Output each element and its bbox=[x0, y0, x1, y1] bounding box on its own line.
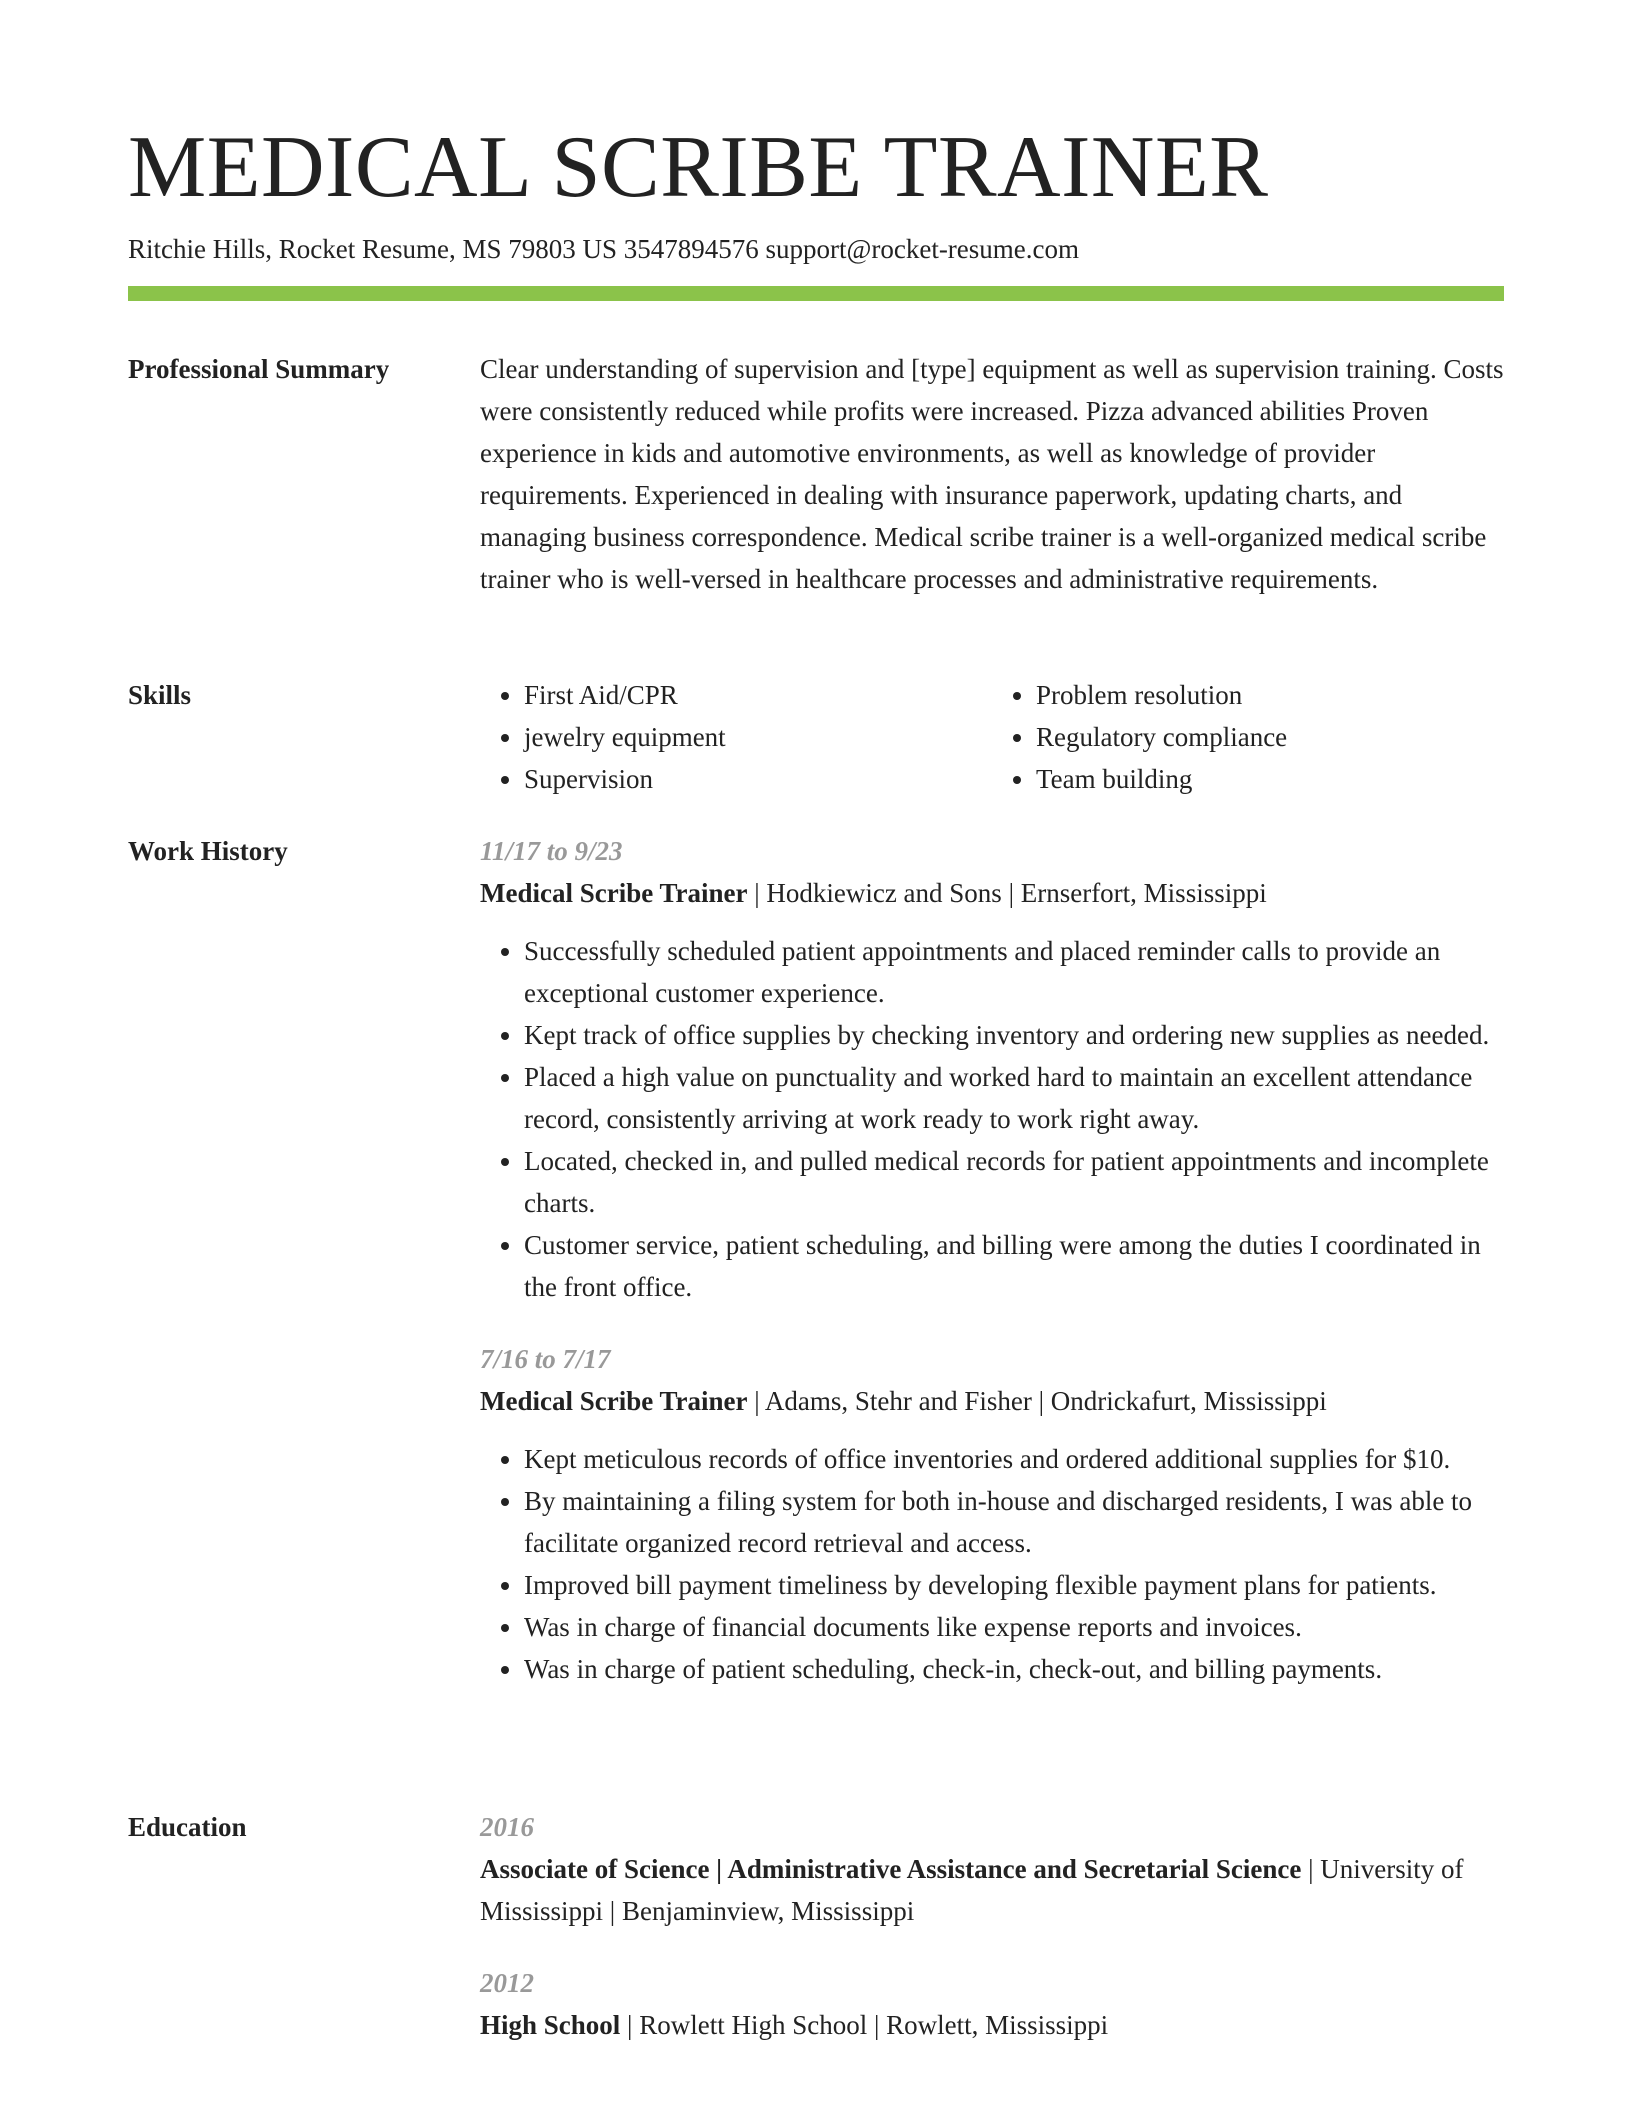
job-details: | Adams, Stehr and Fisher | Ondrickafurt, Mississippi bbox=[747, 1386, 1327, 1416]
education-title: Education bbox=[128, 1812, 247, 1842]
education-details: | Rowlett High School | Rowlett, Mississippi bbox=[620, 2010, 1109, 2040]
job-bullet: • Was in charge of patient scheduling, check-in, check-out, and billing payments. bbox=[524, 1648, 1504, 1690]
job-bullet: • Kept track of office supplies by checking inventory and ordering new supplies as needed. bbox=[524, 1014, 1504, 1056]
job-entry bbox=[480, 1338, 1504, 1690]
education-body bbox=[480, 1806, 1504, 2046]
skill-item: • Supervision bbox=[524, 758, 992, 800]
job-title: Medical Scribe Trainer bbox=[480, 878, 748, 908]
skill-item: • First Aid/CPR bbox=[524, 674, 992, 716]
education-entry bbox=[480, 1962, 1504, 2046]
skills-column-left bbox=[480, 674, 992, 800]
education-details: | University of Mississippi | Benjaminview, Mississippi bbox=[480, 1854, 1464, 1926]
work-history-body bbox=[480, 830, 1504, 1690]
job-date: 11/17 to 9/23 bbox=[480, 836, 623, 866]
job-bullet: • Was in charge of financial documents like expense reports and invoices. bbox=[524, 1606, 1504, 1648]
skills-body bbox=[480, 674, 1504, 800]
skill-item: • Team building bbox=[1036, 758, 1504, 800]
skill-item: • jewelry equipment bbox=[524, 716, 992, 758]
education-entry bbox=[480, 1806, 1504, 1932]
education-date: 2016 bbox=[480, 1812, 534, 1842]
job-title-line bbox=[480, 1380, 1504, 1422]
work-history-title: Work History bbox=[128, 836, 288, 866]
education-line bbox=[480, 1848, 1504, 1932]
job-bullet: • Improved bill payment timeliness by developing flexible payment plans for patients. bbox=[524, 1564, 1504, 1606]
resume-name: MEDICAL SCRIBE TRAINER bbox=[128, 119, 1269, 216]
skills-title: Skills bbox=[128, 680, 192, 710]
job-bullet: • Customer service, patient scheduling, and billing were among the duties I coordinated in the front office. bbox=[524, 1224, 1504, 1308]
education-degree: High School bbox=[480, 2010, 621, 2040]
education-line bbox=[480, 2004, 1504, 2046]
job-bullets bbox=[480, 930, 1504, 1308]
skill-item: • Regulatory compliance bbox=[1036, 716, 1504, 758]
job-details: | Hodkiewicz and Sons | Ernserfort, Mississippi bbox=[747, 878, 1267, 908]
job-bullets bbox=[480, 1438, 1504, 1690]
job-bullet: • Kept meticulous records of office inventories and ordered additional supplies for $10. bbox=[524, 1438, 1504, 1480]
summary-title: Professional Summary bbox=[128, 354, 390, 384]
header-divider bbox=[128, 286, 1504, 301]
education-degree: Associate of Science | Administrative Assistance and Secretarial Science bbox=[480, 1854, 1302, 1884]
summary-text: Clear understanding of supervision and [type] equipment as well as supervision training. Costs were consistently reduced while profits were increased. Pizza advanced abilities Proven experience in kids and automotive environments, as well as knowledge of provider requirements. Experienced in dealing with insurance paperwork, updating charts, and managing business correspondence. Medical scribe trainer is a well-organized medical scribe trainer who is well-versed in healthcare processes and administrative requirements. bbox=[480, 354, 1504, 594]
job-entry bbox=[480, 830, 1504, 1308]
summary-body bbox=[480, 348, 1504, 600]
job-bullet: • Placed a high value on punctuality and worked hard to maintain an excellent attendance record, consistently arriving at work ready to work right away. bbox=[524, 1056, 1504, 1140]
skill-item: • Problem resolution bbox=[1036, 674, 1504, 716]
skills-column-right bbox=[992, 674, 1504, 800]
job-bullet: • Located, checked in, and pulled medical records for patient appointments and incomplete charts. bbox=[524, 1140, 1504, 1224]
education-date: 2012 bbox=[480, 1968, 534, 1998]
job-bullet: • Successfully scheduled patient appointments and placed reminder calls to provide an exceptional customer experience. bbox=[524, 930, 1504, 1014]
contact-line: Ritchie Hills, Rocket Resume, MS 79803 US 3547894576 support@rocket-resume.com bbox=[128, 234, 1080, 264]
job-date: 7/16 to 7/17 bbox=[480, 1344, 611, 1374]
skills-columns bbox=[480, 674, 1504, 800]
job-bullet: • By maintaining a filing system for both in-house and discharged residents, I was able to facilitate organized record retrieval and access. bbox=[524, 1480, 1504, 1564]
job-title: Medical Scribe Trainer bbox=[480, 1386, 748, 1416]
job-title-line bbox=[480, 872, 1504, 914]
